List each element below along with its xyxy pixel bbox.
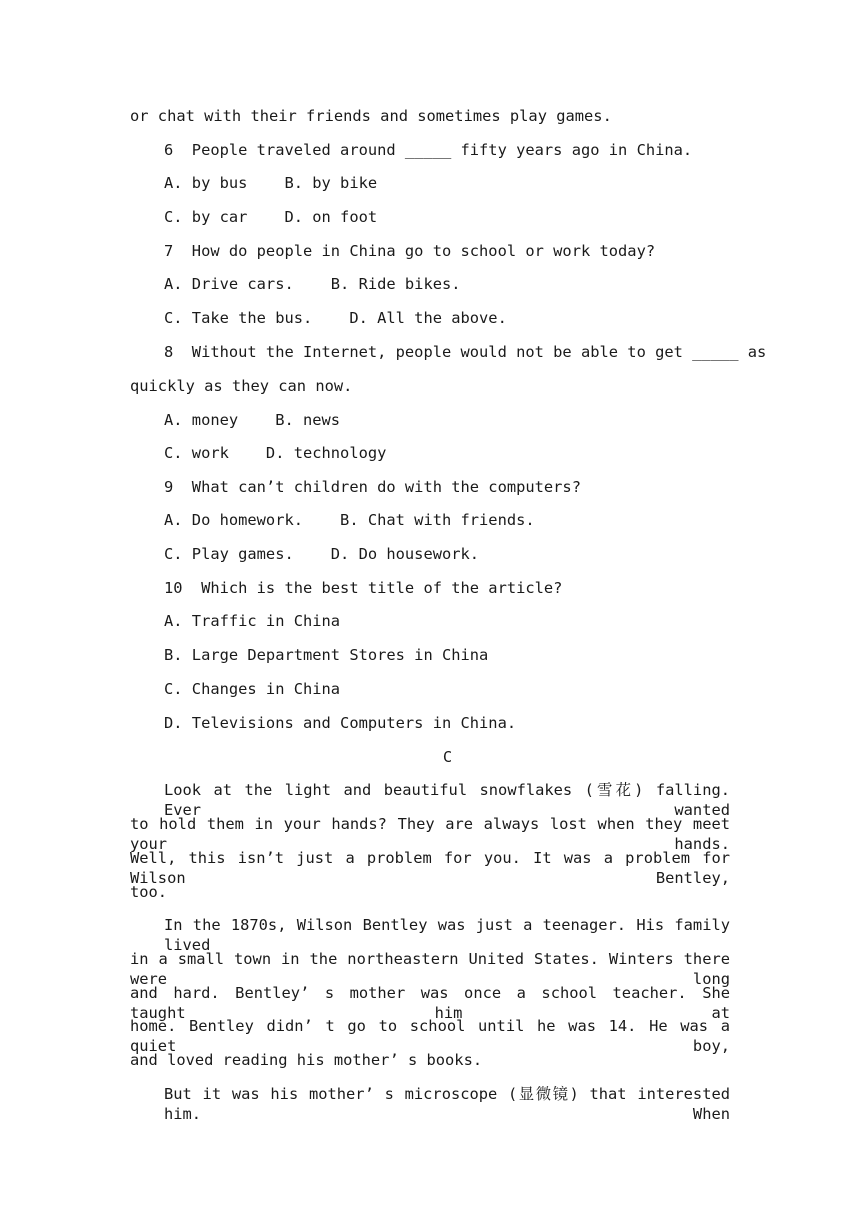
passage-c-line: and hard. Bentley’ s mother was once a school teacher. She taught him at bbox=[130, 984, 730, 1022]
passage-c-line: But it was his mother’ s microscope (显微镜) that interested him. When bbox=[164, 1085, 730, 1123]
question-10-option-c: C. Changes in China bbox=[164, 680, 341, 698]
question-9-options-cd: C. Play games. D. Do housework. bbox=[164, 545, 480, 563]
question-7-options-ab: A. Drive cars. B. Ride bikes. bbox=[164, 275, 461, 293]
question-6-options-cd: C. by car D. on foot bbox=[164, 208, 378, 226]
section-heading-c: C bbox=[442, 748, 453, 766]
passage-c-line: too. bbox=[130, 883, 168, 901]
question-10: 10 Which is the best title of the article? bbox=[164, 579, 563, 597]
question-6-options-ab: A. by bus B. by bike bbox=[164, 174, 378, 192]
passage-c-line: to hold them in your hands? They are always lost when they meet your hands. bbox=[130, 815, 730, 853]
passage-c-line: and loved reading his mother’ s books. bbox=[130, 1051, 483, 1069]
question-8-continued: quickly as they can now. bbox=[130, 377, 353, 395]
question-10-option-a: A. Traffic in China bbox=[164, 612, 341, 630]
question-6: 6 People traveled around _____ fifty years ago in China. bbox=[164, 141, 693, 159]
question-7: 7 How do people in China go to school or work today? bbox=[164, 242, 656, 260]
question-8-options-cd: C. work D. technology bbox=[164, 444, 387, 462]
question-10-option-b: B. Large Department Stores in China bbox=[164, 646, 489, 664]
question-9-options-ab: A. Do homework. B. Chat with friends. bbox=[164, 511, 535, 529]
question-8: 8 Without the Internet, people would not be able to get _____ as bbox=[164, 343, 767, 361]
question-7-options-cd: C. Take the bus. D. All the above. bbox=[164, 309, 507, 327]
passage-c-line: home. Bentley didn’ t go to school until he was 14. He was a quiet boy, bbox=[130, 1017, 730, 1055]
passage-c-line: Look at the light and beautiful snowflakes (雪花) falling. Ever wanted bbox=[164, 781, 730, 819]
passage-c-line: In the 1870s, Wilson Bentley was just a teenager. His family lived bbox=[164, 916, 730, 954]
question-9: 9 What can’t children do with the computers? bbox=[164, 478, 581, 496]
passage-c-line: Well, this isn’t just a problem for you. It was a problem for Wilson Bentley, bbox=[130, 849, 730, 887]
passage-b-end-line: or chat with their friends and sometimes play games. bbox=[130, 107, 612, 125]
passage-c-line: in a small town in the northeastern United States. Winters there were long bbox=[130, 950, 730, 988]
question-8-options-ab: A. money B. news bbox=[164, 411, 341, 429]
question-10-option-d: D. Televisions and Computers in China. bbox=[164, 714, 517, 732]
